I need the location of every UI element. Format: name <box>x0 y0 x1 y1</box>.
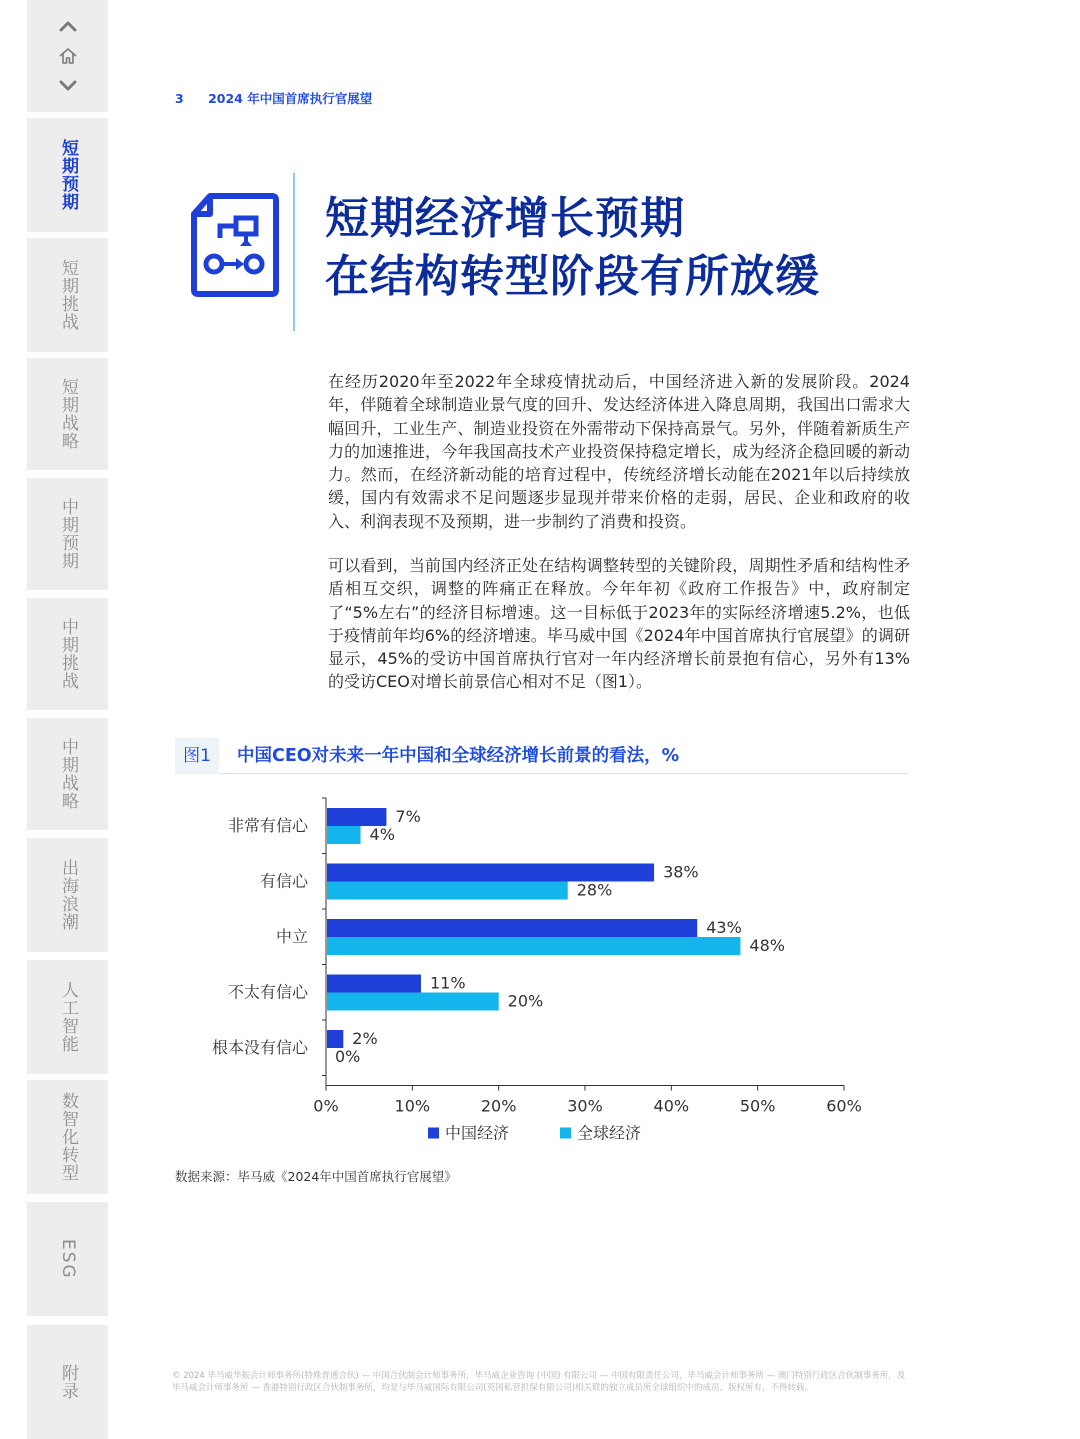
sidebar-tab-short-term-strategy[interactable] <box>27 358 108 470</box>
body-paragraph-1: 在经历2020年至2022年全球疫情扰动后，中国经济进入新的发展阶段。2024年，伴随着全球制造业景气度的回升、发达经济体进入降息周期，我国出口需求大幅回升，工业生产、制造业投资在外需带动下保持高景气。另外，伴随着新质生产力的加速推进，今年我国高技术产业投资保持稳定增长，成为经济企稳回暖的新动力。然而，在经济新动能的培育过程中，传统经济增长动能在2021年以后持续放缓，国内有效需求不足问题逐步显现并带来价格的走弱，居民、企业和政府的收入、利润表现不及预期，进一步制约了消费和投资。 <box>328 372 910 531</box>
bar-china <box>327 919 697 937</box>
data-label: 4% <box>369 825 395 844</box>
legend-label: 中国经济 <box>445 1123 510 1143</box>
page-number: 3 <box>175 91 184 106</box>
x-tick-label: 10% <box>394 1096 431 1116</box>
sidebar-tab-label: 附录 <box>58 1364 78 1400</box>
sidebar-tab-going-global[interactable] <box>27 838 108 952</box>
bar-global <box>327 993 499 1011</box>
category-label: 不太有信心 <box>227 982 308 1002</box>
bar-china <box>327 975 421 993</box>
sidebar-tab-label: ESG <box>58 1238 78 1280</box>
sidebar-tab-label: 中期预期 <box>58 498 78 570</box>
page-navigation <box>27 0 108 112</box>
bar-global <box>327 937 740 955</box>
report-title: 2024 年中国首席执行官展望 <box>208 91 373 106</box>
sidebar-tab-short-term-challenges[interactable] <box>27 238 108 352</box>
category-label: 根本没有信心 <box>211 1038 308 1057</box>
home-button[interactable] <box>53 43 83 69</box>
page-title-line-2: 在结构转型阶段有所放缓 <box>325 251 820 302</box>
sidebar-tab-short-term-expectation[interactable] <box>27 118 108 232</box>
sidebar-tab-esg[interactable] <box>27 1202 108 1316</box>
data-label: 11% <box>429 973 466 993</box>
bar-china <box>327 864 654 882</box>
sidebar-tab-label: 短期预期 <box>58 139 78 211</box>
x-tick-label: 30% <box>567 1096 603 1116</box>
sidebar-tab-appendix[interactable] <box>27 1325 108 1439</box>
page-header <box>175 89 372 107</box>
next-page-button[interactable] <box>53 73 83 99</box>
data-label: 43% <box>706 918 742 937</box>
x-tick-label: 40% <box>653 1096 690 1116</box>
data-label: 20% <box>507 991 544 1011</box>
data-label: 38% <box>663 862 699 882</box>
x-tick-label: 50% <box>739 1096 776 1116</box>
sidebar-tab-label: 短期挑战 <box>58 259 78 331</box>
copyright-footer: © 2024 毕马威华振会计师事务所(特殊普通合伙) — 中国合伙制会计师事务所，毕马威企业咨询 (中国) 有限公司 — 中国有限责任公司，毕马威会计师事务所 — 澳门特别行政区合伙制事务所，及毕马威会计师事务所 — 香港特别行政区合伙制事务所，均是与毕马威国际有限公司(英国私营担保有限公司)相关联的独立成员所全球组织中的成员。版权所有，不得转载。 <box>172 1371 906 1393</box>
bar-china <box>327 808 386 826</box>
figure-title: 中国CEO对未来一年中国和全球经济增长前景的看法，% <box>237 746 680 766</box>
data-source-note: 数据来源：毕马威《2024年中国首席执行官展望》 <box>175 1169 457 1184</box>
figure-label: 图1 <box>175 738 219 774</box>
bar-chart <box>170 790 910 1150</box>
chevron-up-icon <box>59 20 77 32</box>
body-paragraph-2: 可以看到，当前国内经济正处在结构调整转型的关键阶段，周期性矛盾和结构性矛盾相互交织，调整的阵痛正在释放。今年年初《政府工作报告》中，政府制定了“5%左右”的经济目标增速。这一目标低于2023年的实际经济增速5.2%，也低于疫情前年均6%的经济增速。毕马威中国《2024年中国首席执行官展望》的调研显示，45%的受访中国首席执行官对一年内经济增长前景抱有信心，另外有13%的受访CEO对增长前景信心相对不足（图1）。 <box>328 556 910 692</box>
chevron-down-icon <box>59 80 77 92</box>
sidebar-tab-mid-term-strategy[interactable] <box>27 718 108 830</box>
sidebar-tab-label: 人工智能 <box>58 981 78 1053</box>
figure-header <box>175 738 908 774</box>
category-label: 有信心 <box>259 871 308 891</box>
sidebar-tab-label: 中期战略 <box>58 738 78 810</box>
sidebar-tab-ai[interactable] <box>27 960 108 1074</box>
previous-page-button[interactable] <box>53 13 83 39</box>
legend-swatch <box>560 1128 571 1139</box>
x-tick-label: 60% <box>826 1096 862 1116</box>
data-label: 48% <box>749 936 785 955</box>
sidebar-tab-mid-term-challenges[interactable] <box>27 598 108 710</box>
sidebar-tab-mid-term-expectation[interactable] <box>27 478 108 590</box>
data-label: 0% <box>335 1047 361 1066</box>
sidebar-tab-label: 中期挑战 <box>58 618 78 690</box>
document-flowchart-icon <box>190 192 280 298</box>
bar-global <box>327 826 361 844</box>
legend-label: 全球经济 <box>577 1123 642 1143</box>
title-divider <box>293 173 295 331</box>
home-icon <box>58 46 78 66</box>
page-title <box>325 190 820 306</box>
page-title-line-1: 短期经济增长预期 <box>325 193 685 244</box>
sidebar-tab-label: 出海浪潮 <box>58 859 78 931</box>
data-label: 28% <box>576 880 613 900</box>
sidebar-tab-label: 数智化转型 <box>58 1092 78 1182</box>
category-label: 非常有信心 <box>227 816 308 835</box>
x-tick-label: 20% <box>480 1096 517 1116</box>
data-label: 2% <box>352 1029 378 1048</box>
sidebar-nav <box>27 0 108 1439</box>
sidebar-tab-digital-transformation[interactable] <box>27 1080 108 1194</box>
legend-swatch <box>428 1128 439 1139</box>
data-label: 7% <box>395 807 421 826</box>
bar-china <box>327 1030 343 1048</box>
category-label: 中立 <box>275 927 308 946</box>
sidebar-tab-label: 短期战略 <box>58 378 78 450</box>
x-tick-label: 0% <box>313 1096 339 1116</box>
bar-global <box>327 882 568 900</box>
